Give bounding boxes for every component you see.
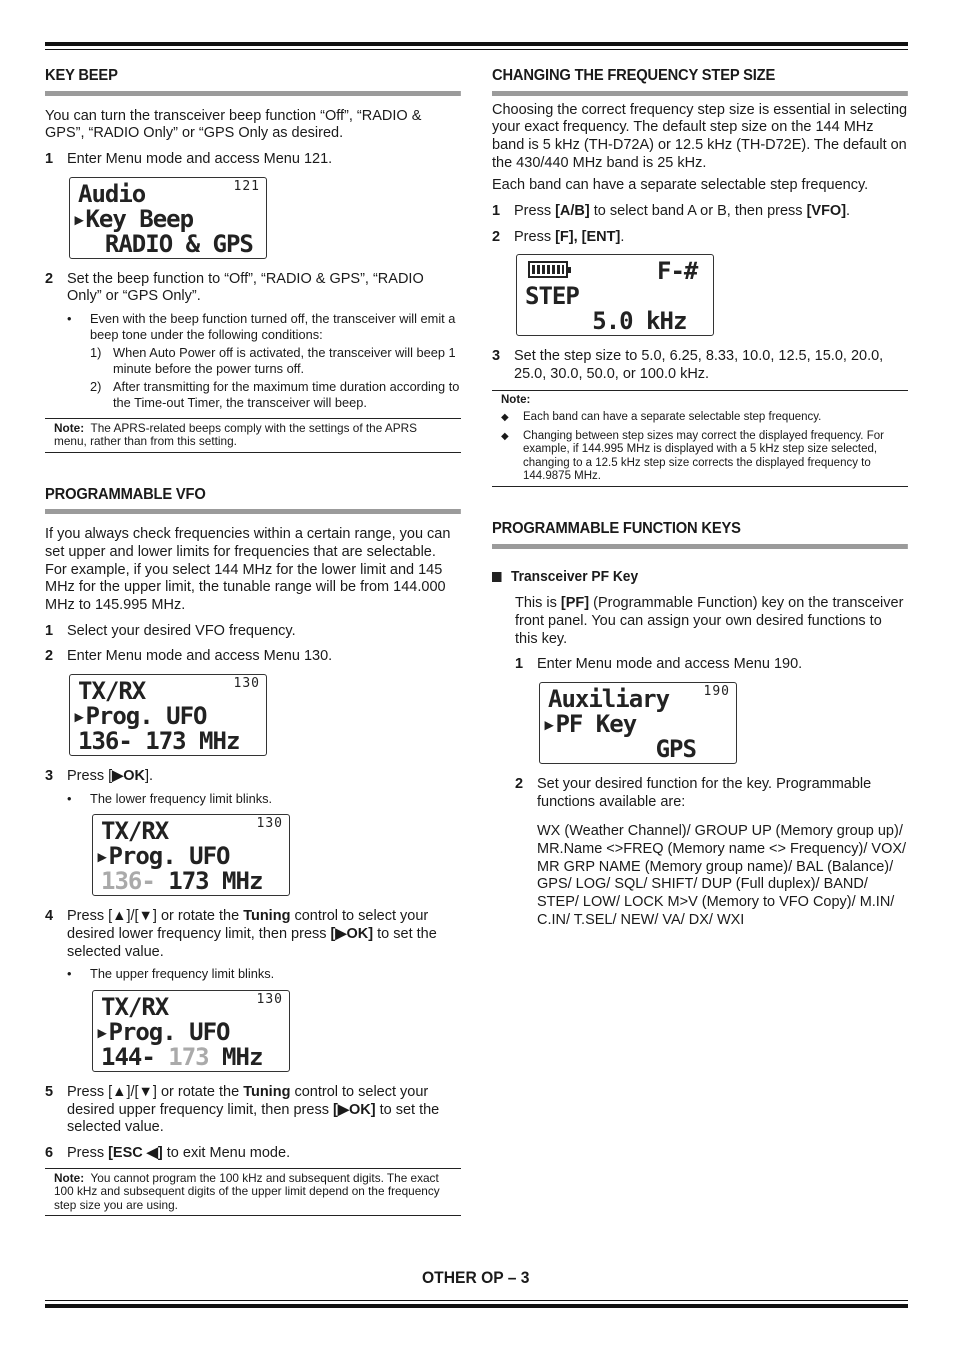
key-beep-intro: You can turn the transceiver beep function “Off”, “RADIO & GPS”, “RADIO Only” or “GPS Only as desired. bbox=[45, 107, 422, 142]
pf-step-2: 2 Set your desired function for the key. Programmable functions available are: bbox=[515, 775, 872, 810]
prog-vfo-step-1: 1 Select your desired VFO frequency. bbox=[45, 622, 296, 639]
step-size-step-2: 2 Press [F], [ENT]. bbox=[492, 228, 625, 245]
pf-functions-list: WX (Weather Channel)/ GROUP UP (Memory group up)/ MR.Name <>FREQ (Memory name <> Frequency)/ VOX/ MR GRP NAME (Memory group name)/ BAL (Balance)/ GPS/ LOG/ SQL/ SHIFT/ DUP (Full duplex)/ BAND/ STEP/ LOW/ LOCK M>V (Memory to VFO Copy)/ M.IN/ C.IN/ T.SEL/ NEW/ VA/ DX/ WXI bbox=[537, 823, 907, 928]
pf-intro: This is [PF] (Programmable Function) key on the transceiver front panel. You can assign your own desired functions to this key. bbox=[515, 595, 904, 647]
key-beep-sub-1: 1) When Auto Power off is activated, the transceiver will beep 1 minute before the power turns off. bbox=[90, 345, 456, 376]
section-title-pf-keys: PROGRAMMABLE FUNCTION KEYS bbox=[492, 515, 908, 549]
battery-icon bbox=[528, 261, 568, 279]
prog-vfo-step-6: 6 Press [ESC ◀] to exit Menu mode. bbox=[45, 1145, 291, 1162]
prog-vfo-step-4: 4 Press [▲]/[▼] or rotate the Tuning control to select your desired lower frequency limit, then press [▶OK] to set the selected value. bbox=[45, 908, 437, 960]
prog-vfo-bullet-3: • The lower frequency limit blinks. bbox=[67, 790, 273, 806]
key-beep-step-2: 2 Set the beep function to “Off”, “RADIO & GPS”, “RADIO Only” or “GPS Only”. bbox=[45, 270, 424, 305]
section-title-key-beep: KEY BEEP bbox=[45, 62, 461, 96]
step-size-note-item-1: ◆ Each band can have a separate selectable step frequency. bbox=[501, 410, 822, 423]
left-column bbox=[45, 62, 461, 1216]
key-beep-step-1: 1 Enter Menu mode and access Menu 121. bbox=[45, 150, 333, 167]
lcd-menu-130-c: 130 TX/RX ▸Prog. UFO 144- 173 MHz bbox=[92, 990, 290, 1072]
prog-vfo-intro: If you always check frequencies within a certain range, you can set upper and lower limits for frequencies that are selectable. For example, if you select 144 MHz for the lower limit and 145 MHz for the upper limit, the tunable range will be from 144.000 MHz to 145.995 MHz. bbox=[45, 526, 451, 613]
bottom-rule bbox=[45, 1300, 908, 1308]
key-beep-sub-2: 2) After transmitting for the maximum time duration according to the Time-out Timer, the transceiver will beep. bbox=[90, 379, 460, 410]
step-size-step-3: 3 Set the step size to 5.0, 6.25, 8.33, 10.0, 12.5, 15.0, 20.0, 25.0, 30.0, 50.0, or 100.0 kHz. bbox=[492, 348, 884, 383]
prog-vfo-step-3: 3 Press [▶OK]. bbox=[45, 768, 154, 785]
prog-vfo-step-5: 5 Press [▲]/[▼] or rotate the Tuning control to select your desired upper frequency limit, then press [▶OK] to set the selected value. bbox=[45, 1084, 440, 1136]
step-size-step-1: 1 Press [A/B] to select band A or B, then press [VFO]. bbox=[492, 202, 851, 219]
lcd-menu-190: 190 Auxiliary ▸PF Key GPS bbox=[539, 682, 737, 764]
pf-step-1: 1 Enter Menu mode and access Menu 190. bbox=[515, 656, 803, 673]
key-beep-note: Note: The APRS-related beeps comply with the settings of the APRS menu, rather than from this setting. bbox=[45, 418, 461, 453]
page-footer: OTHER OP – 3 bbox=[422, 1268, 530, 1287]
step-size-note-item-2: ◆ Changing between step sizes may correct the displayed frequency. For example, if 144.995 MHz is displayed with a 5 kHz step size selected, changing to a 12.5 kHz step size corrects the displayed frequency to 144.9875 MHz. bbox=[501, 430, 884, 482]
section-title-step-size: CHANGING THE FREQUENCY STEP SIZE bbox=[492, 62, 908, 96]
prog-vfo-bullet-4: • The upper frequency limit blinks. bbox=[67, 966, 275, 982]
step-size-note: Note: ◆ Each band can have a separate selectable step frequency. ◆ Changing between step sizes may correct the displayed frequency. For example, if 144.995 MHz is displayed with a 5 kHz step size selected, changing to a 12.5 kHz step size corrects the displayed frequency to 144.9875 MHz. bbox=[492, 390, 908, 487]
square-bullet-icon bbox=[492, 572, 502, 582]
top-rule bbox=[45, 42, 908, 50]
step-size-intro-1: Choosing the correct frequency step size is essential in selecting your exact frequency. The default step size on the 144 MHz band is 5 kHz (TH-D72A) or 12.5 kHz (TH-D72E). The default on the 430/440 MHz band is 25 kHz. bbox=[492, 101, 908, 171]
lcd-menu-130-b: 130 TX/RX ▸Prog. UFO 136- 173 MHz bbox=[92, 814, 290, 896]
lcd-step-size: F-# STEP 5.0 kHz bbox=[516, 254, 714, 336]
lcd-menu-130-a: 130 TX/RX ▸Prog. UFO 136- 173 MHz bbox=[69, 674, 267, 756]
right-column bbox=[492, 62, 908, 929]
pf-subhead: Transceiver PF Key bbox=[492, 569, 887, 587]
key-beep-bullet: • Even with the beep function turned off, the transceiver will emit a beep tone under the following conditions: bbox=[67, 310, 456, 342]
prog-vfo-step-2: 2 Enter Menu mode and access Menu 130. bbox=[45, 648, 333, 665]
step-size-intro-2: Each band can have a separate selectable step frequency. bbox=[492, 177, 869, 194]
section-title-programmable-vfo: PROGRAMMABLE VFO bbox=[45, 481, 461, 515]
prog-vfo-note: Note: You cannot program the 100 kHz and subsequent digits. The exact 100 kHz and subsequent digits of the upper limit depend on the frequency step size you are using. bbox=[45, 1168, 461, 1217]
lcd-menu-121: 121 Audio ▸Key Beep RADIO & GPS bbox=[69, 177, 267, 259]
